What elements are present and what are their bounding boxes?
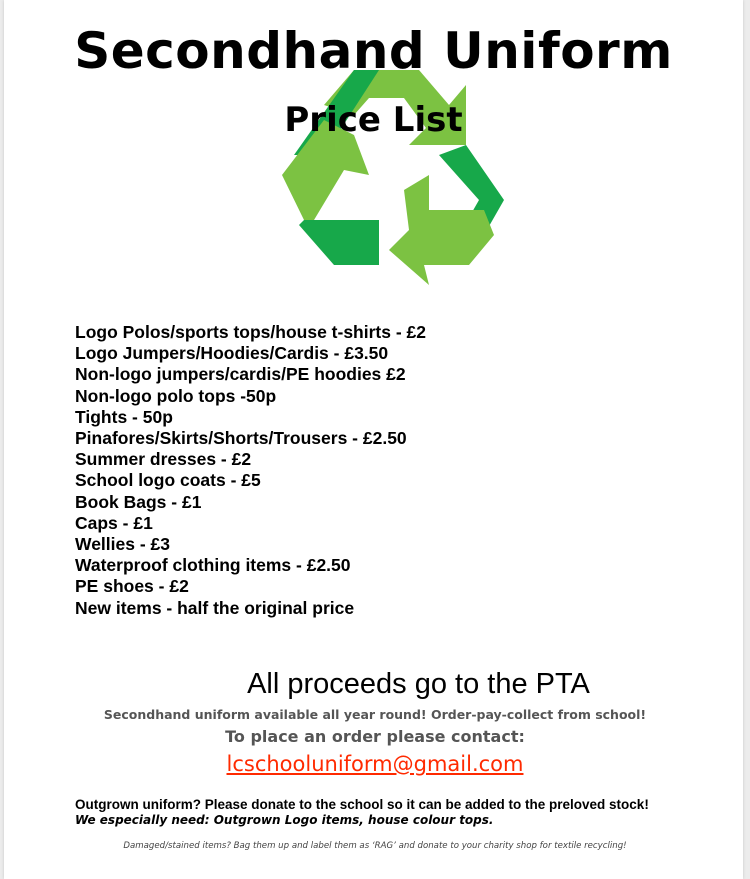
availability-note: Secondhand uniform available all year round! Order-pay-collect from school! (103, 707, 647, 722)
price-item: Tights - 50p (75, 406, 173, 427)
price-item: Summer dresses - £2 (75, 449, 252, 470)
price-item: Pinafores/Skirts/Shorts/Trousers - £2.50 (75, 428, 407, 449)
price-item: PE shoes - £2 (75, 576, 189, 597)
price-item: Wellies - £3 (75, 534, 171, 555)
price-item: School logo coats - £5 (75, 470, 261, 491)
recycle-icon (204, 60, 574, 290)
page-title: Secondhand Uniform (74, 22, 673, 80)
email-link[interactable]: lcschooluniform@gmail.com (226, 752, 524, 776)
price-item: Non-logo polo tops -50p (75, 385, 277, 406)
price-item: Caps - £1 (75, 512, 153, 533)
contact-prompt: To place an order please contact: (225, 727, 525, 746)
price-item: Logo Polos/sports tops/house t-shirts - £2 (75, 322, 426, 342)
document-page (4, 0, 743, 879)
price-list (75, 322, 426, 619)
price-item: Book Bags - £1 (75, 491, 202, 512)
proceeds-heading: All proceeds go to the PTA (247, 668, 590, 700)
price-item: New items - half the original price (75, 597, 355, 618)
price-item: Waterproof clothing items - £2.50 (75, 555, 351, 576)
needed-items-note: We especially need: Outgrown Logo items, house colour tops. (75, 813, 494, 827)
price-item: Non-logo jumpers/cardis/PE hoodies £2 (75, 364, 406, 385)
price-item: Logo Jumpers/Hoodies/Cardis - £3.50 (75, 343, 389, 364)
rag-recycling-note: Damaged/stained items? Bag them up and label them as ‘RAG’ and donate to your charity shop for textile recycling! (123, 841, 627, 851)
donate-note: Outgrown uniform? Please donate to the school so it can be added to the preloved stock! (75, 797, 649, 812)
page-subtitle: Price List (284, 100, 463, 140)
